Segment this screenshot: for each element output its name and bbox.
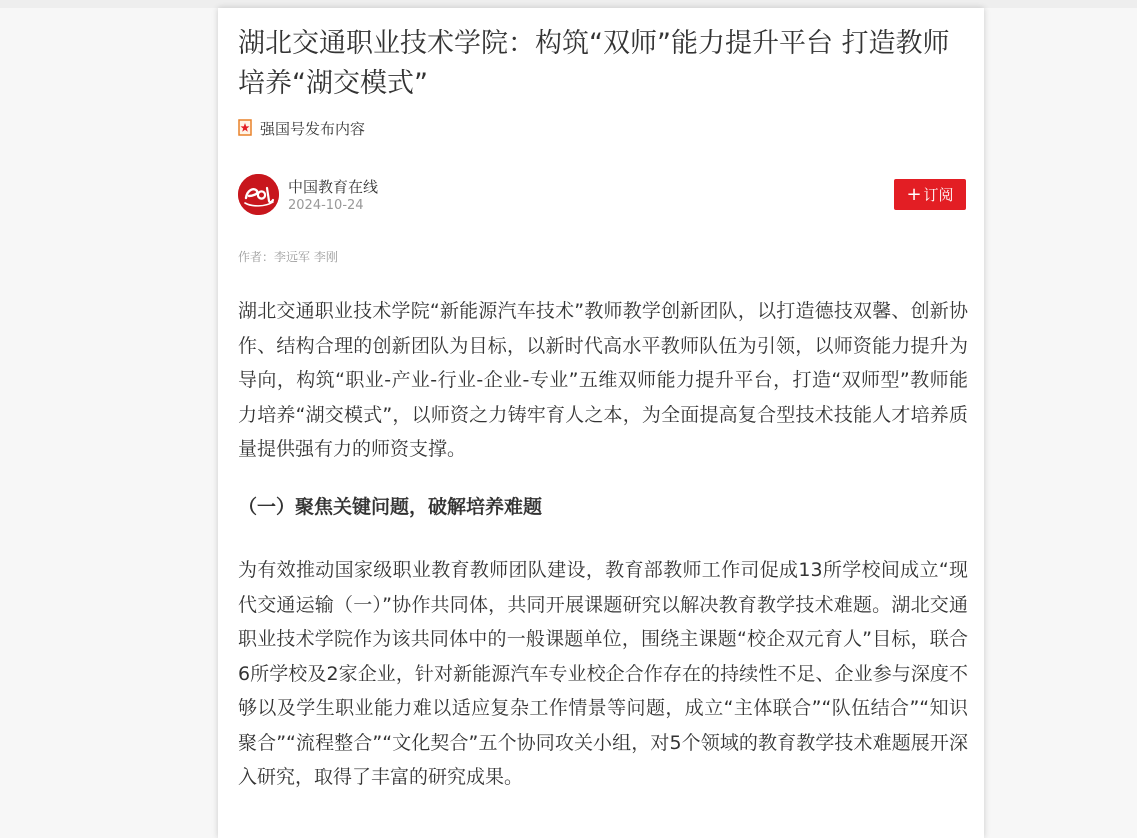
source-tag (238, 118, 365, 138)
article-title: 湖北交通职业技术学院：构筑“双师”能力提升平台 打造教师培养“湖交模式” (238, 28, 950, 99)
publisher-row (238, 174, 966, 216)
browser-top-strip (0, 0, 1137, 8)
subscribe-label: 订阅 (923, 186, 954, 204)
publish-date: 2024-10-24 (288, 198, 364, 213)
article-card (218, 8, 984, 838)
source-tag-label: 强国号发布内容 (260, 119, 366, 138)
article-paragraph: 为有效推动国家级职业教育教师团队建设，教育部教师工作司促成13所学校间成立“现代交通运输（一）”协作共同体，共同开展课题研究以解决教育教学技术难题。湖北交通职业技术学院作为该共同体中的一般课题单位，围绕主课题“校企双元育人”目标，联合6所学校及2家企业，针对新能源汽车专业校企合作存在的持续性不足、企业参与深度不够以及学生职业能力难以适应复杂工作情景等问题，成立“主体联合”“队伍结合”“知识聚合”“流程整合”“文化契合”五个协同攻关小组，对5个领域的教育教学技术难题展开深入研究，取得了丰富的研究成果。 (238, 559, 968, 788)
subscribe-button[interactable] (894, 179, 966, 210)
plus-icon: + (906, 183, 922, 205)
eol-logo-icon[interactable] (238, 174, 279, 215)
section-heading: （一）聚焦关键问题，破解培养难题 (238, 496, 543, 518)
xuexi-flag-icon (238, 119, 252, 137)
author-line: 作者：李远军 李刚 (238, 250, 338, 264)
article-paragraph: 湖北交通职业技术学院“新能源汽车技术”教师教学创新团队，以打造德技双馨、创新协作、结构合理的创新团队为目标，以新时代高水平教师队伍为引领，以师资能力提升为导向，构筑“职业-产业-行业-企业-专业”五维双师能力提升平台，打造“双师型”教师能力培养“湖交模式”，以师资之力铸牢育人之本，为全面提高复合型技术技能人才培养质量提供强有力的师资支撑。 (238, 300, 968, 460)
publisher-name[interactable]: 中国教育在线 (288, 178, 379, 196)
